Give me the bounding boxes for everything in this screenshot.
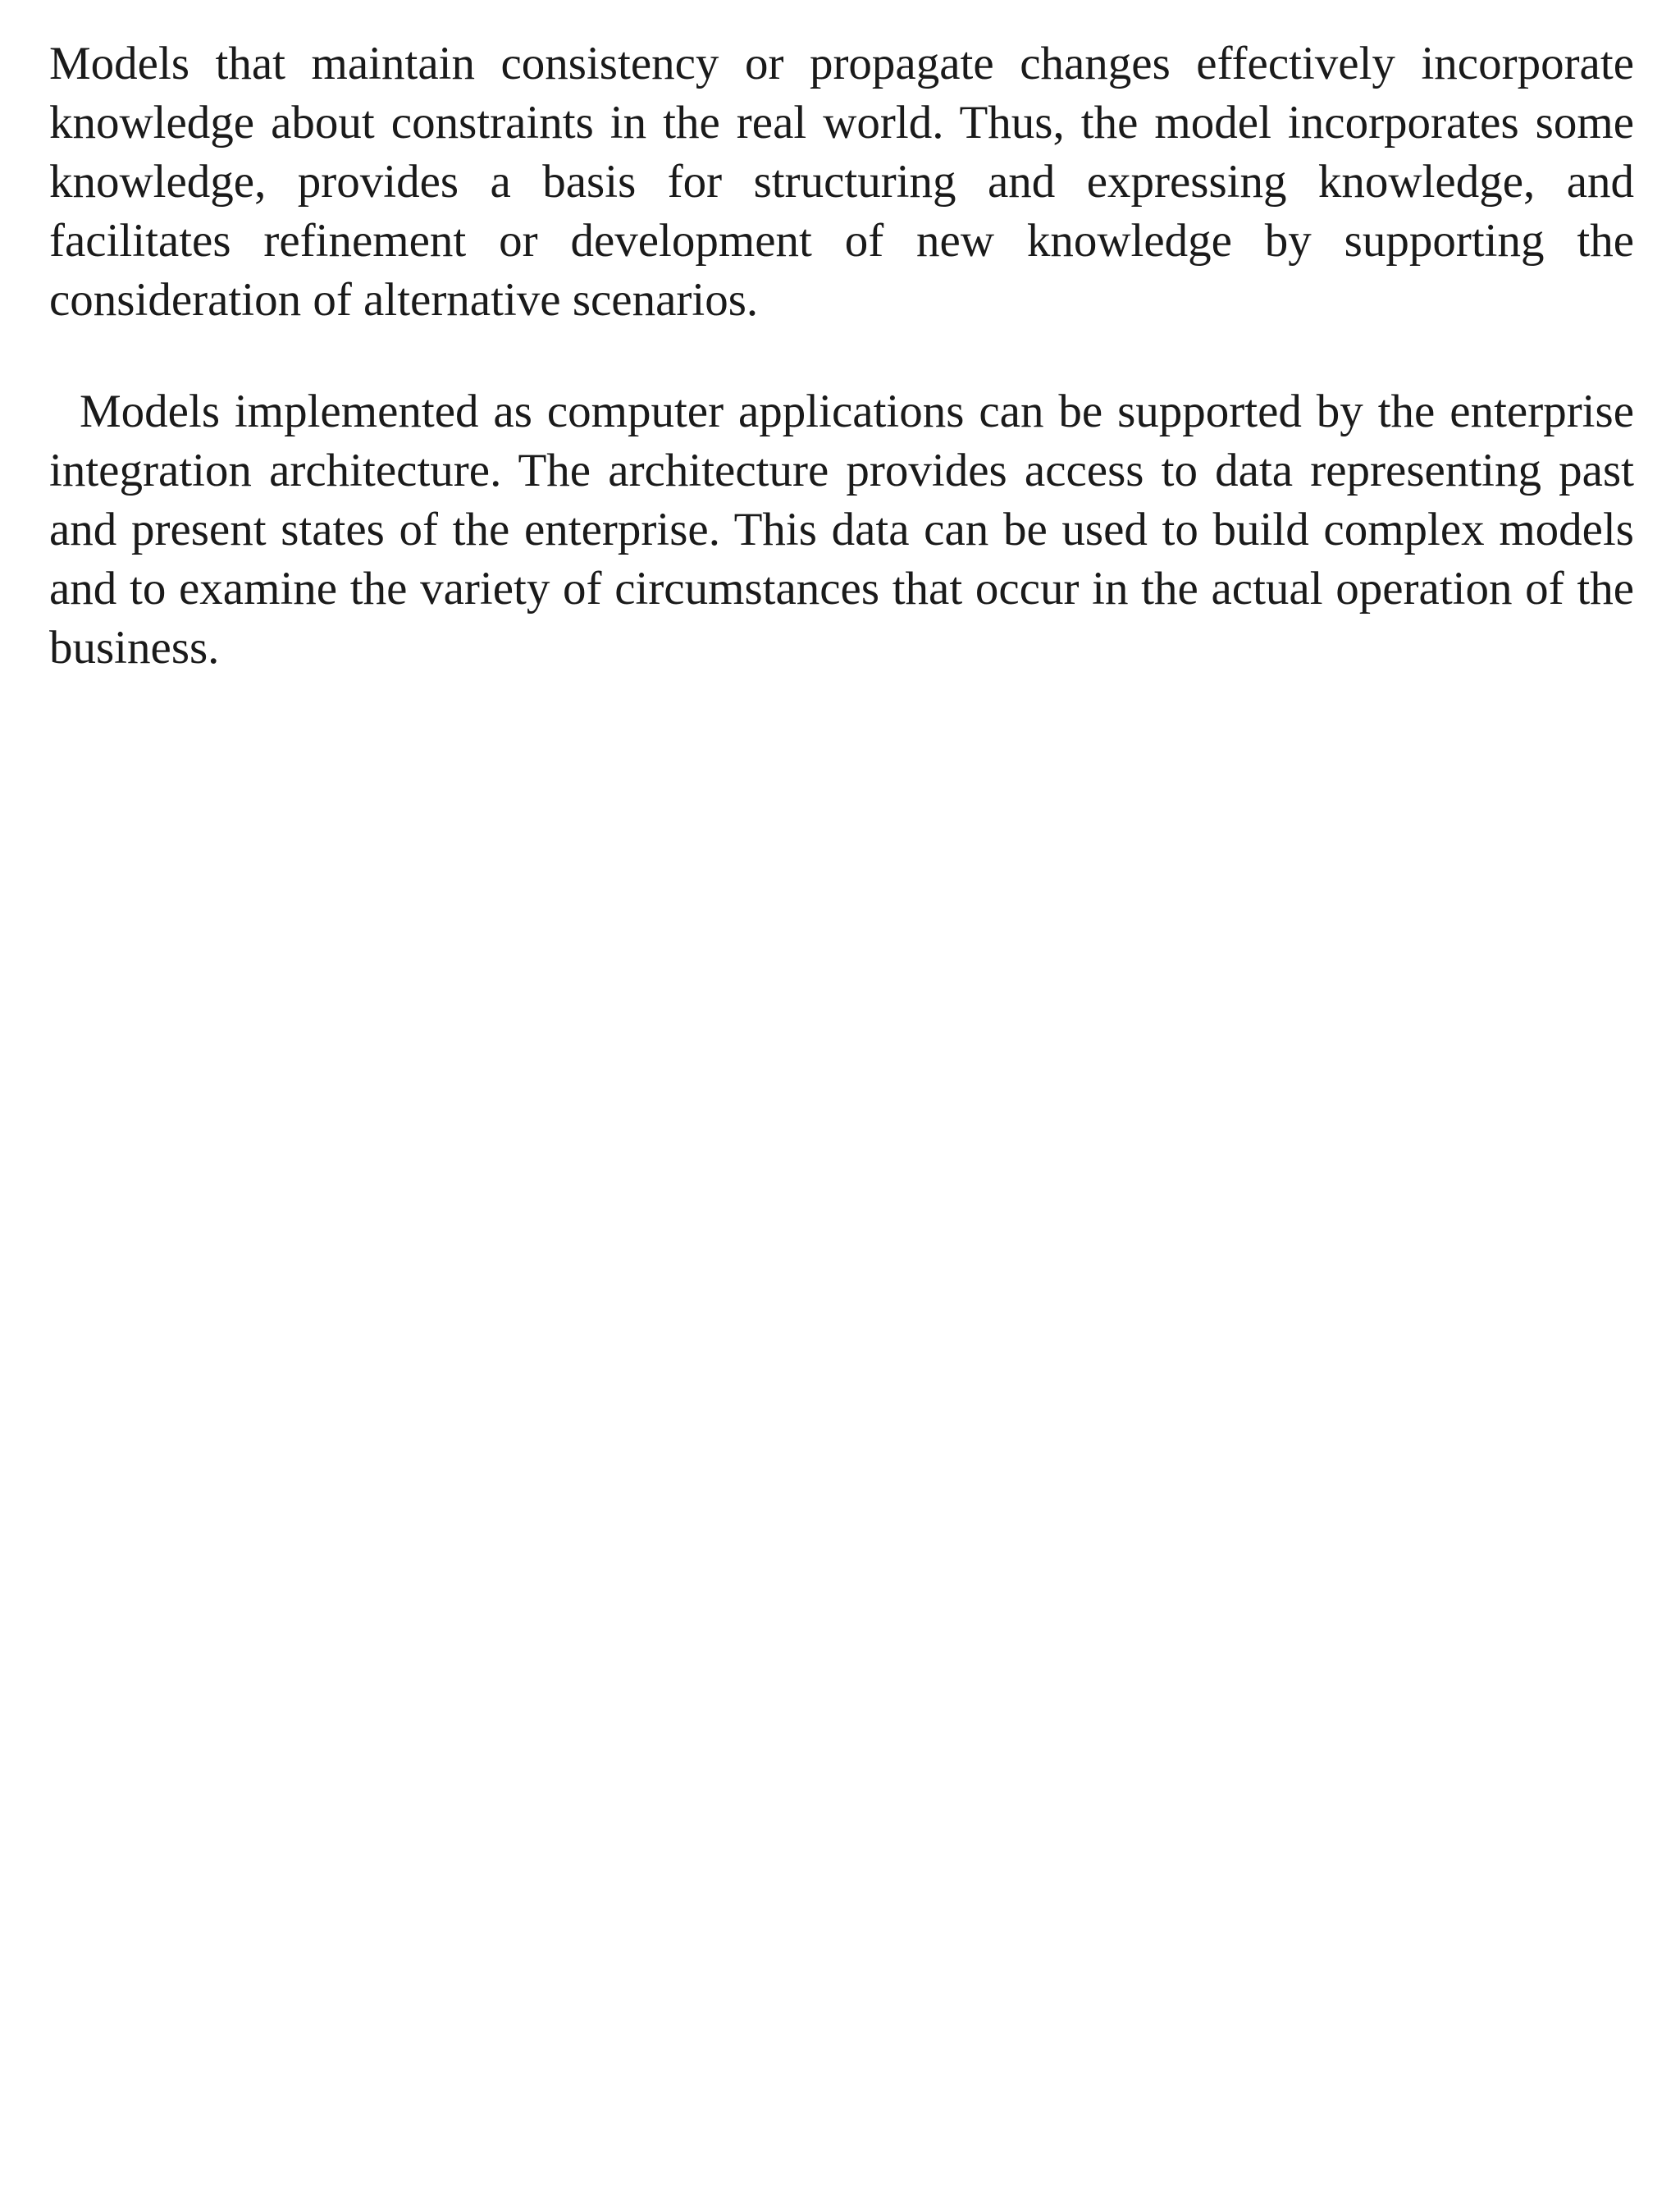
paragraph-models-consistency: Models that maintain consistency or propagate changes effectively incorporate knowledge about constraints in the real world. Thus, the model incorporates some knowledge, provides a basis for structuring and expressing knowledge, and facilitates refinement or development of new knowledge by supporting the consideration of alternative scenarios. [49, 38, 1634, 326]
paragraph-models-computer-applications: Models implemented as computer applications can be supported by the enterprise integration architecture. The architecture provides access to data representing past and present states of the enterprise. This data can be used to build complex models and to examine the variety of circumstances that occur in the actual operation of the business. [49, 386, 1634, 674]
